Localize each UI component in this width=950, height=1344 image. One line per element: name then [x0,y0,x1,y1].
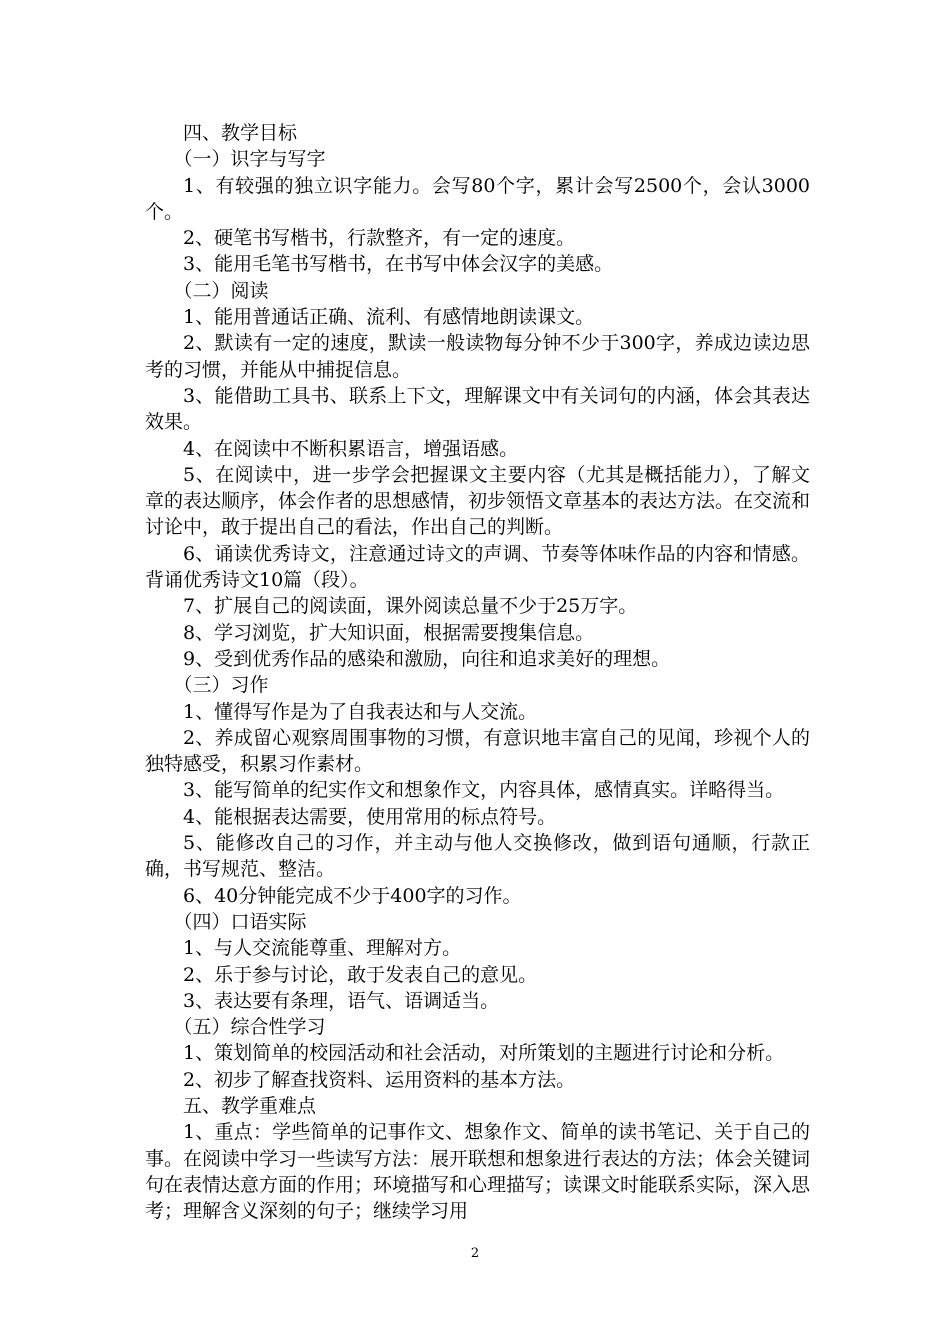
paragraph: 1、懂得写作是为了自我表达和与人交流。 [183,700,538,723]
subsection-heading: （四）口语实际 [173,910,307,933]
paragraph: 1、策划简单的校园活动和社会活动，对所策划的主题进行讨论和分析。 [183,1042,785,1065]
paragraph: 2、乐于参与讨论，敢于发表自己的意见。 [183,963,538,986]
paragraph: 1、重点：学些简单的记事作文、想象作文、简单的读书笔记、关于自己的事。在阅读中学习一些读写方法：展开联想和想象进行表达的方法；体会关键词句在表情达意方面的作用；环境描写和心理描写；读课文时能联系实际，深入思考；理解含义深刻的句子；继续学习用 [145,1121,811,1223]
paragraph: 1、能用普通话正确、流利、有感情地朗读课文。 [183,306,595,329]
paragraph: 5、在阅读中，进一步学会把握课文主要内容（尤其是概括能力），了解文章的表达顺序，体会作者的思想感情，初步领悟文章基本的表达方法。在交流和讨论中，敢于提出自己的看法，作出自己的判断。 [145,463,811,539]
subsection-heading: （一）识字与写字 [173,148,326,171]
paragraph: 5、能修改自己的习作，并主动与他人交换修改，做到语句通顺，行款正确，书写规范、整洁。 [145,832,810,881]
subsection-heading: （二）阅读 [173,279,269,302]
subsection-heading: （三）习作 [173,674,269,697]
page-number: 2 [470,1246,480,1261]
paragraph: 8、学习浏览，扩大知识面，根据需要搜集信息。 [183,621,595,644]
document-page [145,120,810,1224]
paragraph: 1、与人交流能尊重、理解对方。 [183,937,462,960]
paragraph: 2、初步了解查找资料、运用资料的基本方法。 [183,1068,576,1091]
paragraph: 6、诵读优秀诗文，注意通过诗文的声调、节奏等体味作品的内容和情感。背诵优秀诗文10篇（段）。 [145,542,810,592]
paragraph: 4、在阅读中不断积累语言，增强语感。 [183,437,519,460]
paragraph: 3、表达要有条理，语气、语调适当。 [183,989,500,1012]
paragraph: 2、硬笔书写楷书，行款整齐，有一定的速度。 [183,227,576,250]
subsection-heading: （五）综合性学习 [173,1016,326,1039]
paragraph: 2、养成留心观察周围事物的习惯，有意识地丰富自己的见闻，珍视个人的独特感受，积累习作素材。 [145,726,810,776]
paragraph: 3、能写简单的纪实作文和想象作文，内容具体，感情真实。详略得当。 [183,779,785,802]
paragraph: 3、能用毛笔书写楷书，在书写中体会汉字的美感。 [183,253,614,276]
paragraph: 3、能借助工具书、联系上下文，理解课文中有关词句的内涵，体会其表达效果。 [145,384,810,434]
section-heading: 四、教学目标 [183,122,298,144]
paragraph: 2、默读有一定的速度，默读一般读物每分钟不少于300字，养成边读边思考的习惯，并能从中捕捉信息。 [145,332,810,381]
paragraph: 6、40分钟能完成不少于400字的习作。 [183,884,522,907]
paragraph: 1、有较强的独立识字能力。会写80个字，累计会写2500个，会认3000个。 [145,174,810,223]
paragraph: 9、受到优秀作品的感染和激励，向往和追求美好的理想。 [183,647,671,670]
paragraph: 4、能根据表达需要，使用常用的标点符号。 [183,805,557,828]
paragraph: 7、扩展自己的阅读面，课外阅读总量不少于25万字。 [183,595,638,618]
section-heading: 五、教学重难点 [183,1094,317,1117]
